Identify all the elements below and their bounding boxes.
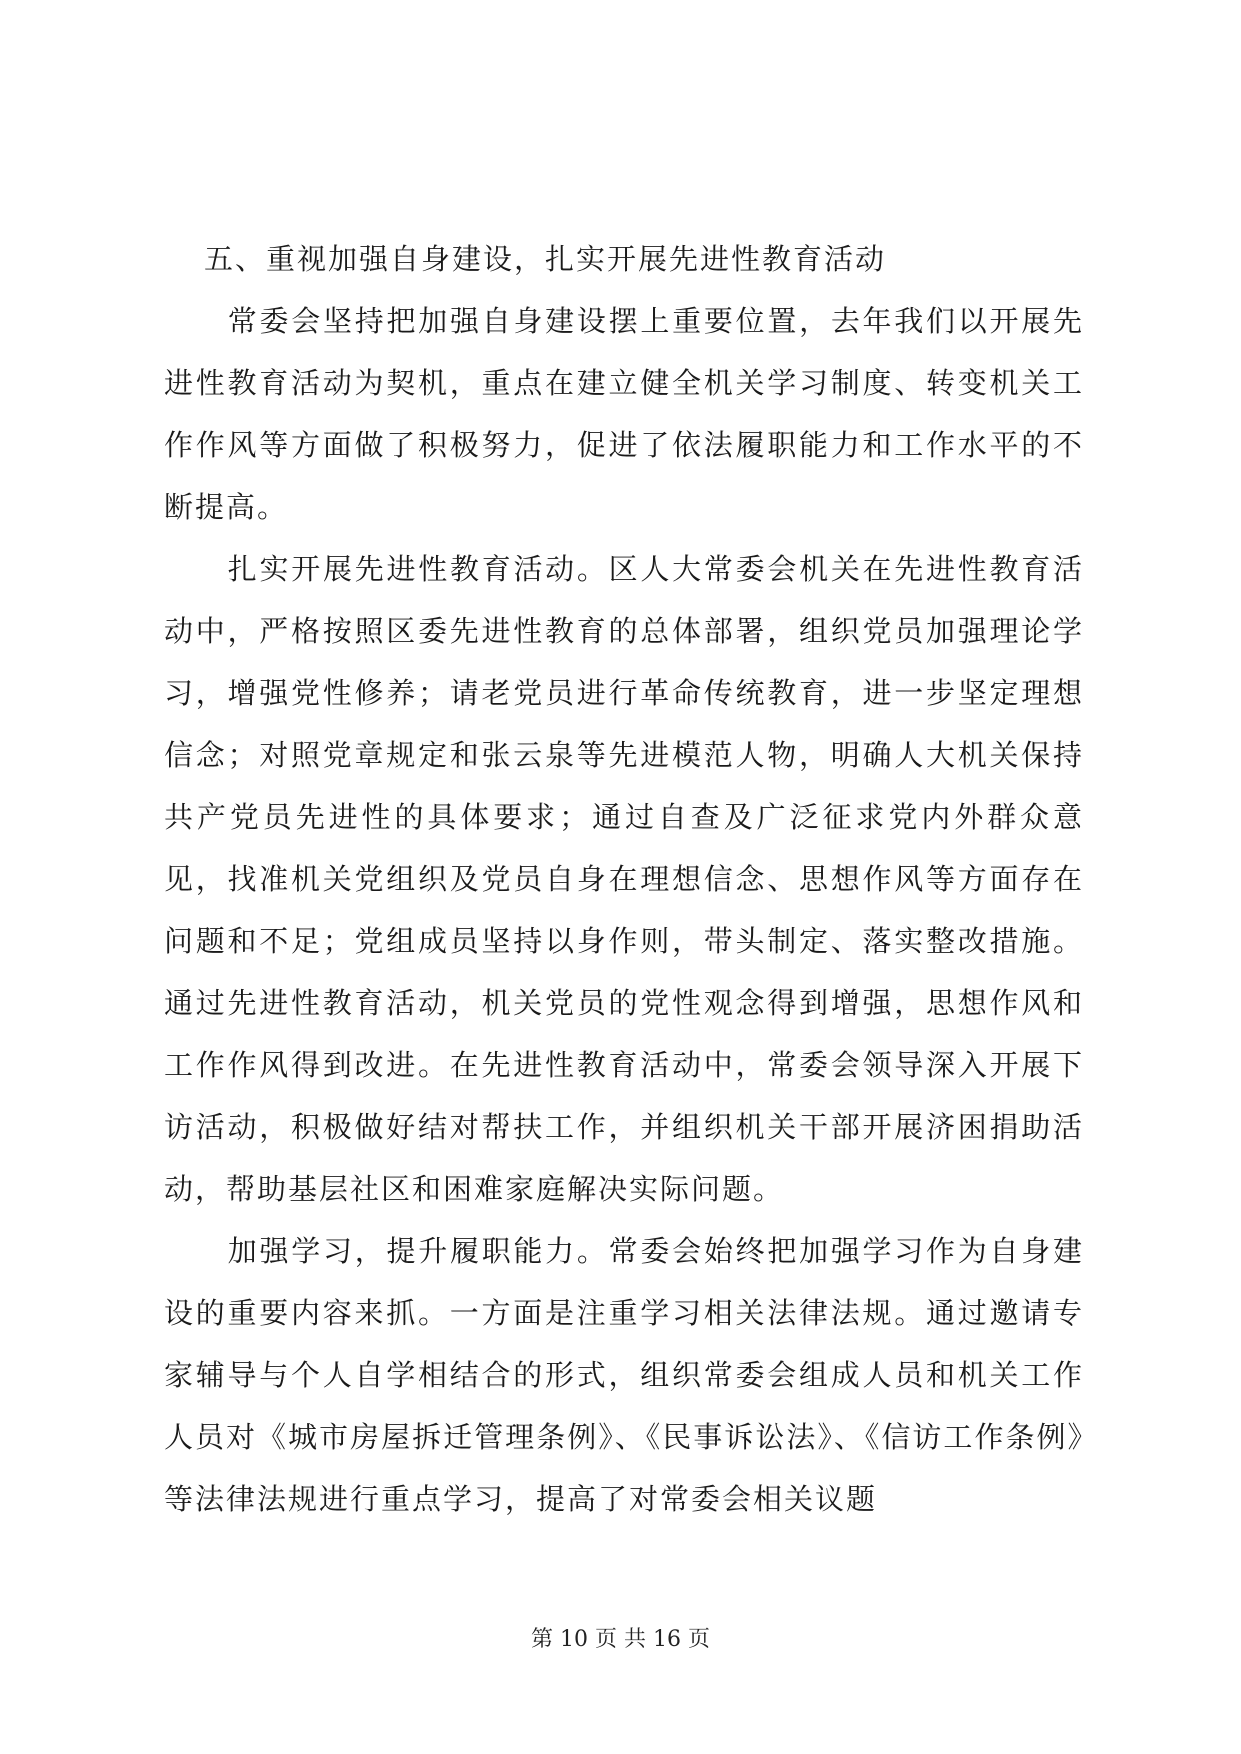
- section-heading: 五、重视加强自身建设，扎实开展先进性教育活动: [204, 242, 887, 276]
- paragraph-strengthen-learning: 加强学习，提升履职能力。常委会始终把加强学习作为自身建设的重要内容来抓。一方面是注重学习相关法律法规。通过邀请专家辅导与个人自学相结合的形式，组织常委会组成人员和机关工作人员对《城市房屋拆迁管理条例》、《民事诉讼法》、《信访工作条例》等法律法规进行重点学习，提高了对常委会相关议题: [164, 1234, 1084, 1516]
- paragraph-advanced-education: 扎实开展先进性教育活动。区人大常委会机关在先进性教育活动中，严格按照区委先进性教育的总体部署，组织党员加强理论学习，增强党性修养；请老党员进行革命传统教育，进一步坚定理想信念；对照党章规定和张云泉等先进模范人物，明确人大机关保持共产党员先进性的具体要求；通过自查及广泛征求党内外群众意见，找准机关党组织及党员自身在理想信念、思想作风等方面存在问题和不足；党组成员坚持以身作则，带头制定、落实整改措施。通过先进性教育活动，机关党员的党性观念得到增强，思想作风和工作作风得到改进。在先进性教育活动中，常委会领导深入开展下访活动，积极做好结对帮扶工作，并组织机关干部开展济困捐助活动，帮助基层社区和困难家庭解决实际问题。: [164, 552, 1084, 1206]
- page-number-footer: 第 10 页 共 16 页: [531, 1627, 710, 1652]
- document-body: [164, 228, 1084, 1530]
- paragraph-self-building: 常委会坚持把加强自身建设摆上重要位置，去年我们以开展先进性教育活动为契机，重点在建立健全机关学习制度、转变机关工作作风等方面做了积极努力，促进了依法履职能力和工作水平的不断提高。: [164, 304, 1084, 524]
